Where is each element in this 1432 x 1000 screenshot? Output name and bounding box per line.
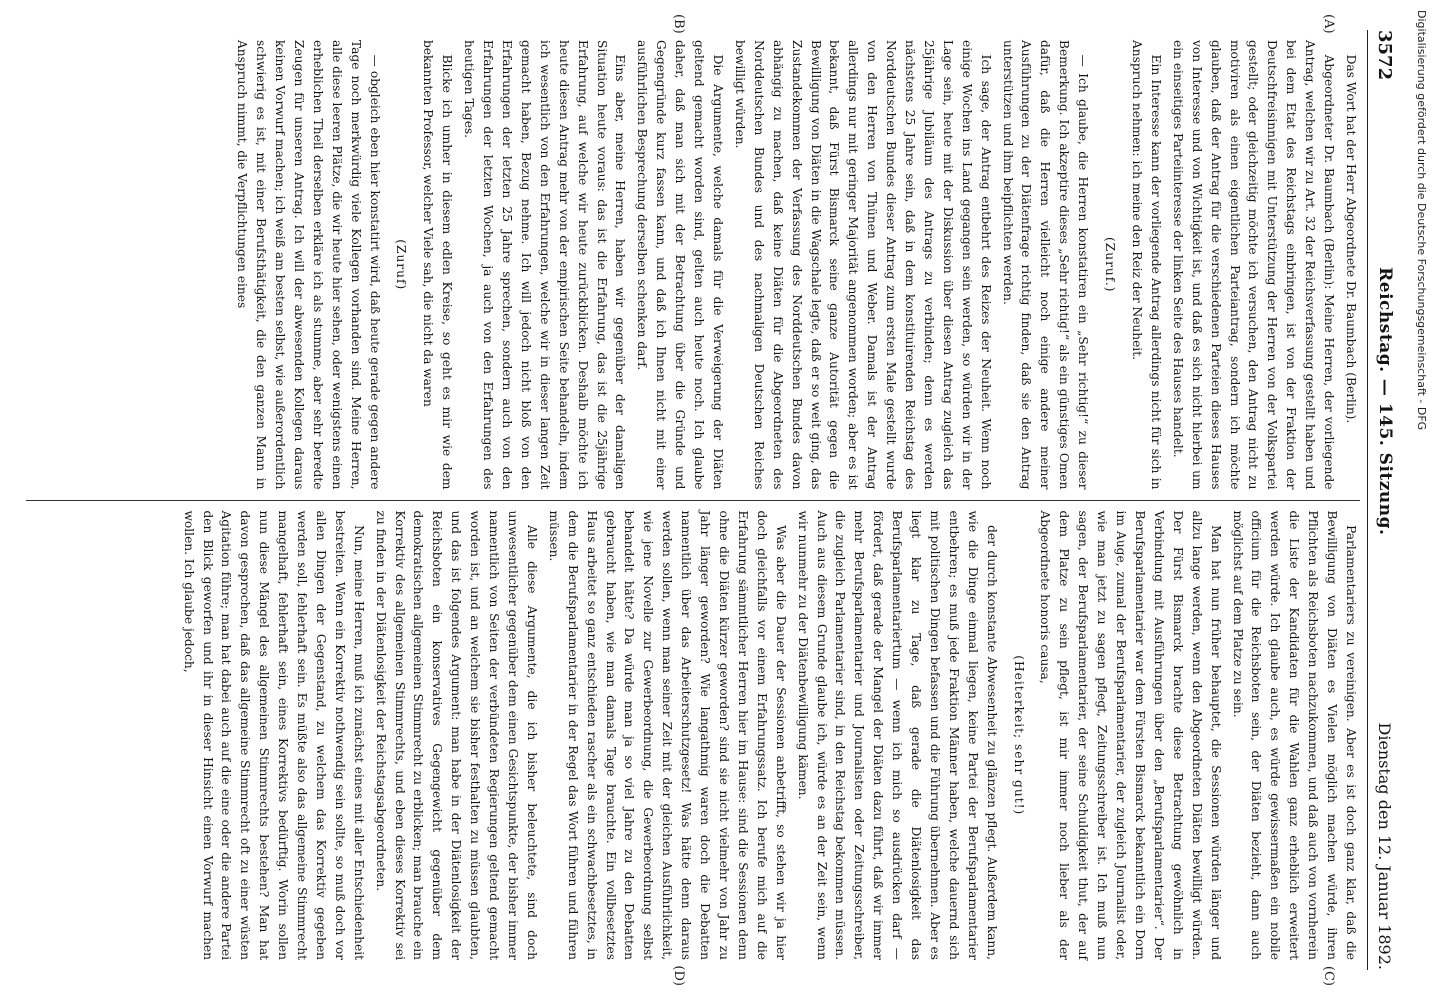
interjection: (Heiterkeit; sehr gut!) [1011,655,1026,816]
margin-marker-d: (D) [671,965,686,986]
margin-marker-a: (A) [1321,14,1336,34]
paragraph: Ich sage, der Antrag entbehrt des Reizes der Neuheit. Wenn noch einige Wochen ins Land gegangen sein werden, so würden wir in der Lage sein, heute mit der Diskussion über diesen Antrag zugleich das 25jährige Jubiläum des Antrags zu verbinden; denn es werden nächstens 25 Jahre sein, daß in dem konstituirenden Reichstag des Norddeutschen Bundes dieser Antrag zum ersten Male gestellt wurde von den Herren von Thünen und Weber. Damals ist der Antrag allerdings nur mit geringer Majorität angenommen worden; aber es ist bekannt, daß Fürst Bismarck seine ganze Autorität gegen die Bewilligung von Diäten in die Wagschale legte, daß er so weit ging, das Zustandekommen der Verfassung des Norddeutschen Bundes davon abhängig zu machen, daß keine Diäten für die Abgeordneten des Norddeutschen Bundes und des nachmaligen Deutschen Reiches bewilligt würden. [732,40,993,490]
left-column [26,30,1360,500]
page-header [1372,30,1398,970]
page-number: 3572 [1374,30,1396,81]
paragraph: — obgleich eben hier konstatirt wird, daß heute gerade gegen andere Tage noch merkwürdig viele Kollegen vorhanden sind. Meine Herren, alle diese leeren Plätze, die wir heute hier sehen, oder wenigstens einen erheblichen Theil derselben erkläre ich als stumme, aber sehr beredte Zeugen für unseren Antrag. Ich will der abwesenden Kollegen daraus keinen Vorwurf machen; ich weiß am besten selbst, wie außerordentlich schwierig es ist, mit einer Berufsthätigkeit, die den ganzen Mann in Anspruch nimmt, die Verpflichtungen eines [235,40,382,490]
paragraph: der durch konstante Abwesenheit zu glänzen pflegt. Außerdem kann, wie die Dinge einmal liegen, keine Partei der Berufsparlamentarier entbehren; es muß jede Fraktion Männer haben, welche dauernd sich mit politischen Dingen befassen und die Führung übernehmen. Aber es liegt klar zu Tage, daß gerade die Diätenlosigkeit das Berufsparlamentariertum — wenn ich mich so ausdrücken darf — fördert, daß gerade der Mangel der Diäten dazu führt, daß wir immer mehr Berufsparlamentarier und Journalisten oder Zeitungsschreiber, die zugleich Parlamentarier sind, in den Reichstag bekommen müssen. Auch aus diesem Grunde glaube ich, würde es an der Zeit sein, wenn wir nunmehr zu der Diätenbewilligung kämen. [795,510,999,960]
session-title: Reichstag. — 145. Sitzung. [1375,267,1395,536]
interjection: (Zuruf.) [1103,237,1118,293]
margin-marker-c: (C) [1321,965,1336,986]
paragraph: Blicke ich umher in diesem edlen Kreise, so geht es mir wie dem bekannten Professor, welcher Viele sah, die nicht da waren [421,40,455,490]
paragraph: Ein Interesse kann der vorliegende Antrag allerdings nicht für sich in Anspruch nehmen: ich meine den Reiz der Neuheit. [1130,40,1163,490]
paragraph: Parlamentariers zu vereinigen. Aber es ist doch ganz klar, daß die Bewilligung von Diäten es Vielen möglich machen würde, ihren Pflichten als Reichsboten nachzukommen, und daß auch von vornherein die Liste der Kandidaten für die Wahlen ganz erheblich erweitert werden würde. Ich glaube auch, es würde gewissermaßen ein nobile officium für die Reichsboten sein, der Diäten bezieht, dann auch möglichst auf dem Platze zu sein. [1230,510,1358,960]
paragraph: Was aber die Dauer der Sessionen anbetrifft, so stehen wir ja hier doch gleichfalls vor einem Erfahrungssatz. Ich berufe mich auf die Erfahrung sämmtlicher Herren hier im Hause: sind die Sessionen denn ohne die Diäten kürzer geworden? sind sie nicht vielmehr von Jahr zu Jahr länger geworden? Wie langathmig waren doch die Debatten namentlich über das Arbeiterschutzgesetz! Was hätte denn daraus werden sollen, wenn man seiner Zeit mit der gleichen Ausführlichkeit, wie jene Novelle zur Gewerbeordnung, die Gewerbeordnung selbst behandelt hätte? Da würde man ja so viel Jahre zu den Debatten gebraucht haben, wie man damals Tage brauchte. Ein vollbesetztes Haus arbeitet so ganz entschieden rascher als ein schwachbesetztes, in dem die Berufsparlamentarier in der Regel das Wort führen und führen müssen. [546,510,788,960]
paragraph: Eins aber, meine Herren, haben wir gegenüber der damaligen Situation heute voraus: das ist die Erfahrung, das ist die 25jährige Erfahrung, auf welche wir heute zurückblicken. Deshalb möchte ich heute diesen Antrag mehr von der empirischen Seite behandeln, indem ich wesentlich von den Erfahrungen, welche wir in dieser langen Zeit gemacht haben, Bezug nehme. Ich will jedoch nicht bloß von den Erfahrungen der letzten 25 Jahre sprechen, sondern auch von den Erfahrungen der letzten Wochen, ja auch von den Erfahrungen des heutigen Tages. [462,40,628,490]
margin-marker-b: (B) [671,14,686,34]
paragraph: Alle diese Argumente, die ich bisher beleuchtete, sind doch unwesentlicher gegenüber dem einen Gesichtspunkte, der bisher immer namentlich von Seiten der verbündeten Regierungen geltend gemacht worden ist, und an welchem sie bisher festhalten zu müssen glaubten, und das ist folgendes Argument: man habe in der Diätenlosigkeit der Reichsboten ein konservatives Gegengewicht gegenüber dem demokratischen allgemeinen Stimmrecht zu erblicken; man brauche ein Korrektiv des allgemeinen Stimmrechts, und eben dieses Korrektiv sei zu finden in der Diätenlosigkeit der Reichstagsabgeordneten. [373,510,539,960]
paragraph: — Ich glaube, die Herren konstatiren ein „Sehr richtig!“ zu dieser Bemerkung. Ich akzeptire dieses „Sehr richtig!“ als ein günstiges Omen dafür, daß die Herren vielleicht noch einige andere meiner Ausführungen zu der Diätenfrage richtig finden, daß sie den Antrag unterstützen und ihm beipflichten werden. [1000,40,1091,490]
paragraph: Das Wort hat der Herr Abgeordnete Dr. Baumbach (Berlin). [1344,54,1358,424]
text-columns [26,30,1360,970]
right-column [26,501,1360,971]
paragraph: Abgeordneter Dr. Baumbach (Berlin): Meine Herren, der vorliegende Antrag, welchen wir zu Art. 32 der Reichsverfassung gestellt haben und bei dem Etat des Reichstags einbringen, ist von der Fraktion der Deutschfreisinnigen mit Unterstützung der Herren von der Volkspartei gestellt; oder gleichzeitig möchte ich versuchen, den Antrag nicht zu motiviren als einen eigentlichen Parteiantrag, sondern ich möchte glauben, daß der Antrag für die verschiedenen Parteien dieses Hauses von Interesse und von Wichtigkeit ist, und daß es sich nicht hierbei um ein einseitiges Parteiinteresse der linken Seite des Hauses handelt. [1170,40,1337,490]
session-date: Dienstag den 12. Januar 1892. [1375,722,1395,970]
document-page [16,14,1416,986]
paragraph: Nun, meine Herren, muß ich zunächst eines mit aller Entschiedenheit bestreiten. Wenn ein Korrektiv nothwendig sein sollte, so muß doch vor allen Dingen der Gegenstand, zu welchem das Korrektiv gegeben werden soll, fehlerhaft sein. Es müßte also das allgemeine Stimmrecht mangelhaft, fehlerhaft sein, eines Korrektivs bedürftig. Worin sollen nun diese Mängel des allgemeinen Stimmrechts bestehen? Man hat davon gesprochen, daß das allgemeine Stimmrecht oft zu einer wüsten Agitation führe; man hat dabei auch auf die eine oder die andere Partei den Blick geworfen und ihr in dieser Hinsicht einen Vorwurf machen wollen. Ich glaube jedoch, [181,510,366,960]
dfg-credit-text: Digitalisierung gefördert durch die Deutsche Forschungsgemeinschaft - DFG [1415,10,1428,431]
interjection: (Zuruf) [394,239,409,291]
header-rule [1367,30,1368,970]
paragraph: Man hat nun früher behauptet, die Sessionen würden länger und allzu lange werden, wenn den Abgeordneten Diäten bewilligt würden. Der Fürst Bismarck brachte diese Betrachtung gewöhnlich in Verbindung mit Ausführungen über den „Berufsparlamentarier“. Der Berufsparlamentarier war dem Fürsten Bismarck bekanntlich ein Dorn im Auge, zumal der Berufsparlamentarier, der zugleich Journalist oder, wie man jetzt zu sagen pflegt, Zeitungsschreiber ist. Ich muß nun sagen, der Berufsparlamentarier, der seine Schuldigkeit thut, der auf dem Platze zu sein pflegt, ist mir immer noch lieber als der Abgeordnete honoris causa, [1038,510,1223,960]
paragraph: Die Argumente, welche damals für die Verweigerung der Diäten geltend gemacht worden sind, gelten auch heute noch. Ich glaube daher, daß man sich mit der Betrachtung über die Gründe und Gegengründe kurz fassen kann, und daß ich Ihnen nicht mit einer ausführlichen Besprechung derselben schenken darf. [635,40,725,490]
dfg-note [1414,0,1432,1000]
